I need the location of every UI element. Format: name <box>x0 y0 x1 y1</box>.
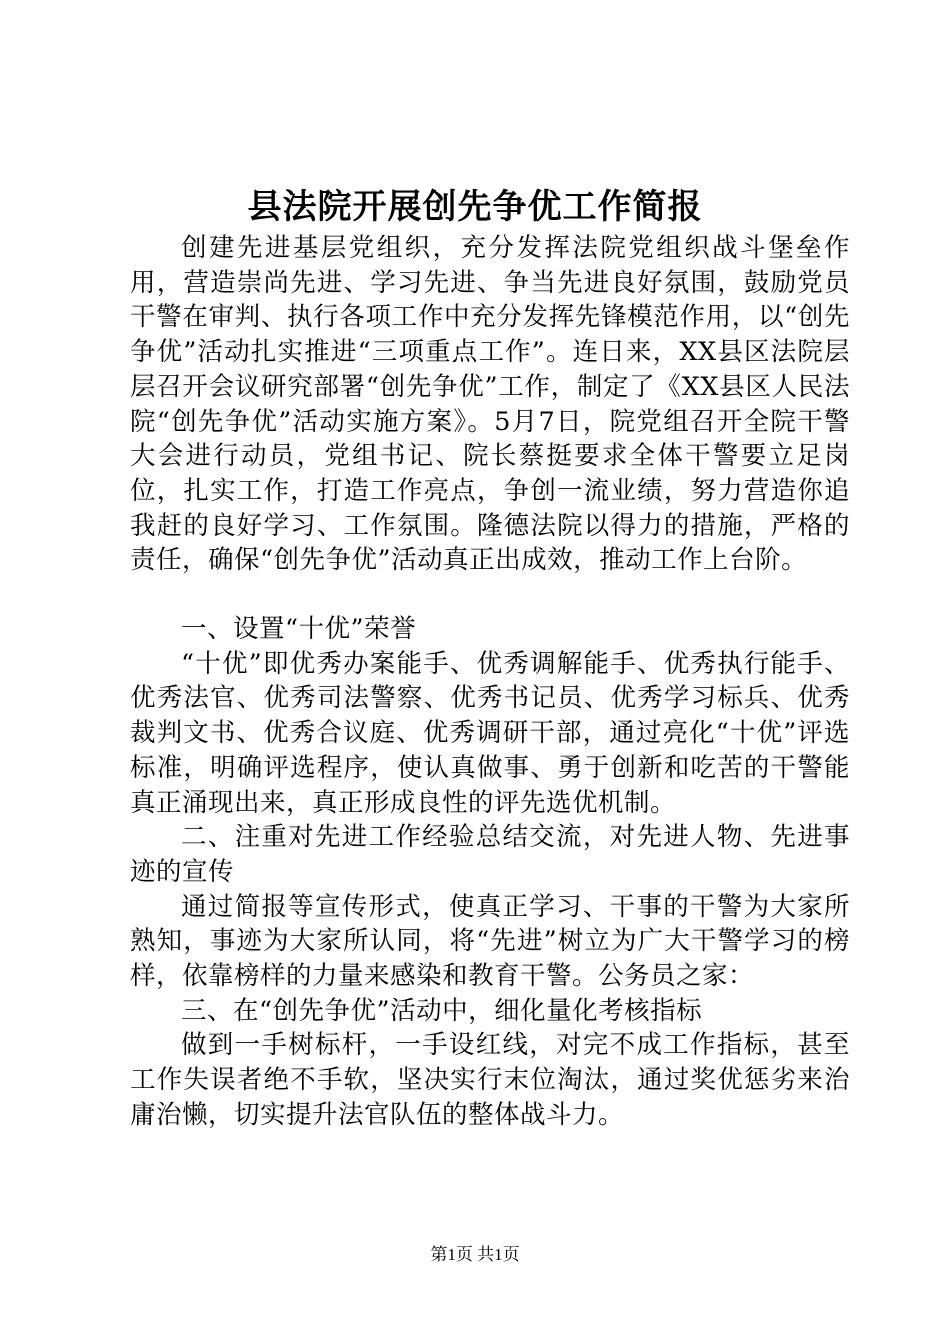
section-heading-1: 一、设置“十优”荣誉 <box>181 614 417 645</box>
section-paragraph-2: 通过简报等宣传形式，使真正学习、干事的干警为大家所熟知，事迹为大家所认同，将“先进”树立为广大干警学习的榜样，依靠榜样的力量来感染和教育干警。公务员之家： <box>130 891 850 992</box>
section-paragraph-3: 做到一手树标杆，一手设红线，对完不成工作指标，甚至工作失误者绝不手软，坚决实行末位淘汰，通过奖优惩劣来治庸治懒，切实提升法官队伍的整体战斗力。 <box>130 1030 850 1130</box>
section-paragraph-1: “十优”即优秀办案能手、优秀调解能手、优秀执行能手、优秀法官、优秀司法警察、优秀书记员、优秀学习标兵、优秀裁判文书、优秀合议庭、优秀调研干部，通过亮化“十优”评选标准，明确评选程序，使认真做事、勇于创新和吃苦的干警能真正涌现出来，真正形成良性的评先选优机制。 <box>130 648 850 818</box>
document-title: 县法院开展创先争优工作简报 <box>247 187 703 227</box>
document-body <box>130 231 850 1133</box>
section-heading-2: 二、注重对先进工作经验总结交流，对先进人物、先进事迹的宣传 <box>130 822 850 887</box>
section-heading-3: 三、在“创先争优”活动中，细化量化考核指标 <box>181 995 703 1026</box>
intro-paragraph: 创建先进基层党组织，充分发挥法院党组织战斗堡垒作用，营造崇尚先进、学习先进、争当先进良好氛围，鼓励党员干警在审判、执行各项工作中充分发挥先锋模范作用，以“创先争优”活动扎实推进“三项重点工作”。连日来，XX县区法院层层召开会议研究部署“创先争优”工作，制定了《XX县区人民法院“创先争优”活动实施方案》。5月7日，院党组召开全院干警大会进行动员，党组书记、院长蔡挺要求全体干警要立足岗位，扎实工作，打造工作亮点，争创一流业绩，努力营造你追我赶的良好学习、工作氛围。隆德法院以得力的措施，严格的责任，确保“创先争优”活动真正出成效，推动工作上台阶。 <box>130 233 850 576</box>
page-footer: 第1页 共1页 <box>430 1245 520 1264</box>
